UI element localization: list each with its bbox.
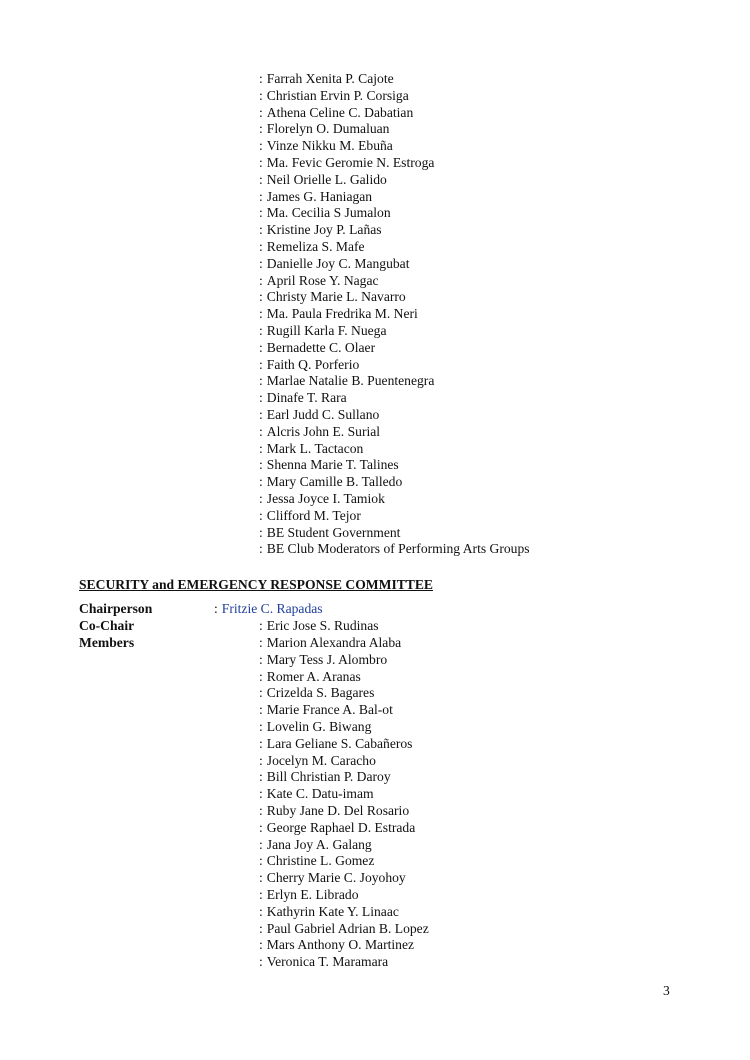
list-item — [259, 189, 530, 206]
list-item — [259, 121, 530, 138]
member-name: Bernadette C. Olaer — [266, 339, 376, 355]
member-name: BE Club Moderators of Performing Arts Groups — [266, 541, 530, 557]
list-separator: : — [259, 802, 263, 818]
security-members-list — [259, 635, 429, 971]
list-separator: : — [259, 238, 263, 254]
member-name: Dinafe T. Rara — [266, 390, 347, 406]
list-item — [259, 685, 429, 702]
list-separator: : — [259, 920, 263, 936]
member-name: Lara Geliane S. Cabañeros — [266, 735, 413, 751]
list-item — [259, 635, 429, 652]
continued-members-list — [259, 71, 530, 558]
list-separator: : — [259, 289, 263, 305]
list-item — [259, 820, 429, 837]
chairperson-name: Fritzie C. Rapadas — [221, 601, 323, 616]
list-item — [259, 736, 429, 753]
list-item — [259, 407, 530, 424]
member-name: Ma. Paula Fredrika M. Neri — [266, 306, 418, 322]
member-name: Danielle Joy C. Mangubat — [266, 255, 410, 271]
member-name: Marion Alexandra Alaba — [266, 635, 402, 650]
list-separator: : — [259, 423, 263, 439]
member-name: Marie France A. Bal-ot — [266, 702, 393, 718]
list-separator: : — [259, 188, 263, 204]
list-item — [259, 306, 530, 323]
list-item — [259, 954, 429, 971]
list-item — [259, 357, 530, 374]
list-item — [259, 390, 530, 407]
list-separator: : — [259, 853, 263, 869]
cochair-name: Eric Jose S. Rudinas — [266, 618, 379, 633]
member-name: Christy Marie L. Navarro — [266, 289, 406, 305]
list-item — [259, 155, 530, 172]
list-item — [259, 937, 429, 954]
list-separator: : — [259, 735, 263, 751]
list-separator: : — [259, 272, 263, 288]
member-name: Crizelda S. Bagares — [266, 685, 375, 701]
member-name: BE Student Government — [266, 524, 401, 540]
list-item — [259, 719, 429, 736]
list-item — [259, 205, 530, 222]
member-name: Farrah Xenita P. Cajote — [266, 71, 394, 86]
member-name: James G. Haniagan — [266, 188, 373, 204]
list-separator: : — [259, 255, 263, 271]
member-name: Mary Camille B. Talledo — [266, 474, 403, 490]
member-name: Ma. Cecilia S Jumalon — [266, 205, 391, 221]
list-separator: : — [259, 886, 263, 902]
member-name: Shenna Marie T. Talines — [266, 457, 399, 473]
list-separator: : — [259, 339, 263, 355]
list-separator: : — [259, 870, 263, 886]
member-name: Athena Celine C. Dabatian — [266, 104, 414, 120]
member-name: Ma. Fevic Geromie N. Estroga — [266, 154, 435, 170]
list-separator: : — [259, 138, 263, 154]
member-name: Clifford M. Tejor — [266, 507, 361, 523]
list-separator: : — [259, 507, 263, 523]
member-name: Jana Joy A. Galang — [266, 836, 372, 852]
list-separator: : — [259, 222, 263, 238]
member-name: Faith Q. Porferio — [266, 356, 360, 372]
member-name: Jocelyn M. Caracho — [266, 752, 376, 768]
list-item — [259, 172, 530, 189]
section-title: SECURITY and EMERGENCY RESPONSE COMMITTEE — [79, 577, 434, 592]
member-name: Mars Anthony O. Martinez — [266, 937, 415, 953]
member-name: Rugill Karla F. Nuega — [266, 322, 387, 338]
list-separator: : — [259, 154, 263, 170]
list-item — [259, 652, 429, 669]
member-name: Cherry Marie C. Joyohoy — [266, 870, 406, 886]
list-item — [259, 71, 530, 88]
list-item — [259, 222, 530, 239]
list-item — [259, 887, 429, 904]
list-item — [259, 669, 429, 686]
list-separator: : — [259, 104, 263, 120]
list-separator: : — [259, 205, 263, 221]
member-name: Lovelin G. Biwang — [266, 718, 372, 734]
list-item — [259, 904, 429, 921]
member-name: Christine L. Gomez — [266, 853, 375, 869]
page-number: 3 — [663, 983, 670, 998]
list-separator: : — [259, 406, 263, 422]
list-separator: : — [259, 786, 263, 802]
list-separator: : — [259, 635, 263, 650]
chairperson-label: Chairperson — [79, 601, 153, 616]
list-item — [259, 273, 530, 290]
list-item — [259, 508, 530, 525]
list-separator: : — [259, 356, 263, 372]
member-name: Earl Judd C. Sullano — [266, 406, 380, 422]
list-separator: : — [259, 373, 263, 389]
list-item — [259, 105, 530, 122]
list-separator: : — [259, 954, 263, 970]
list-item — [259, 441, 530, 458]
list-item — [259, 769, 429, 786]
member-name: Florelyn O. Dumaluan — [266, 121, 390, 137]
list-separator: : — [259, 87, 263, 103]
list-item — [259, 803, 429, 820]
list-item — [259, 138, 530, 155]
list-item — [259, 541, 530, 558]
list-separator: : — [259, 490, 263, 506]
member-name: Ruby Jane D. Del Rosario — [266, 802, 410, 818]
list-item — [259, 340, 530, 357]
list-separator: : — [259, 171, 263, 187]
member-name: Kathyrin Kate Y. Linaac — [266, 903, 399, 919]
list-item — [259, 786, 429, 803]
list-item — [259, 753, 429, 770]
cochair-entry — [259, 618, 379, 635]
list-item — [259, 491, 530, 508]
member-name: Alcris John E. Surial — [266, 423, 381, 439]
list-item — [259, 525, 530, 542]
cochair-separator: : — [259, 618, 263, 633]
list-item — [259, 373, 530, 390]
list-item — [259, 870, 429, 887]
member-name: Mark L. Tactacon — [266, 440, 364, 456]
list-separator: : — [259, 306, 263, 322]
list-separator: : — [259, 685, 263, 701]
list-separator: : — [259, 390, 263, 406]
list-item — [259, 289, 530, 306]
member-name: Remeliza S. Mafe — [266, 238, 365, 254]
list-separator: : — [259, 903, 263, 919]
list-separator: : — [259, 651, 263, 667]
list-item — [259, 256, 530, 273]
list-separator: : — [259, 322, 263, 338]
list-item — [259, 424, 530, 441]
list-separator: : — [259, 474, 263, 490]
list-item — [259, 457, 530, 474]
list-item — [259, 921, 429, 938]
list-separator: : — [259, 668, 263, 684]
members-label: Members — [79, 635, 135, 650]
list-separator: : — [259, 836, 263, 852]
member-name: Kristine Joy P. Lañas — [266, 222, 382, 238]
member-name: Veronica T. Maramara — [266, 954, 389, 970]
list-separator: : — [259, 819, 263, 835]
list-separator: : — [259, 71, 263, 86]
member-name: Mary Tess J. Alombro — [266, 651, 388, 667]
member-name: Marlae Natalie B. Puentenegra — [266, 373, 435, 389]
list-item — [259, 702, 429, 719]
list-separator: : — [259, 541, 263, 557]
member-name: Erlyn E. Librado — [266, 886, 359, 902]
list-separator: : — [259, 524, 263, 540]
list-separator: : — [259, 457, 263, 473]
member-name: Paul Gabriel Adrian B. Lopez — [266, 920, 429, 936]
member-name: Romer A. Aranas — [266, 668, 361, 684]
list-item — [259, 837, 429, 854]
list-separator: : — [259, 121, 263, 137]
member-name: Christian Ervin P. Corsiga — [266, 87, 409, 103]
list-item — [259, 474, 530, 491]
member-name: Kate C. Datu-imam — [266, 786, 374, 802]
list-item — [259, 323, 530, 340]
member-name: Neil Orielle L. Galido — [266, 171, 387, 187]
cochair-label: Co-Chair — [79, 618, 135, 633]
chairperson-entry — [214, 601, 323, 618]
list-separator: : — [259, 752, 263, 768]
member-name: Bill Christian P. Daroy — [266, 769, 391, 785]
list-separator: : — [259, 769, 263, 785]
list-separator: : — [259, 937, 263, 953]
member-name: Jessa Joyce I. Tamiok — [266, 490, 385, 506]
list-item — [259, 88, 530, 105]
list-item — [259, 239, 530, 256]
list-separator: : — [259, 702, 263, 718]
member-name: April Rose Y. Nagac — [266, 272, 379, 288]
chairperson-separator: : — [214, 601, 218, 616]
list-separator: : — [259, 440, 263, 456]
member-name: George Raphael D. Estrada — [266, 819, 416, 835]
list-item — [259, 853, 429, 870]
member-name: Vinze Nikku M. Ebuña — [266, 138, 393, 154]
list-separator: : — [259, 718, 263, 734]
